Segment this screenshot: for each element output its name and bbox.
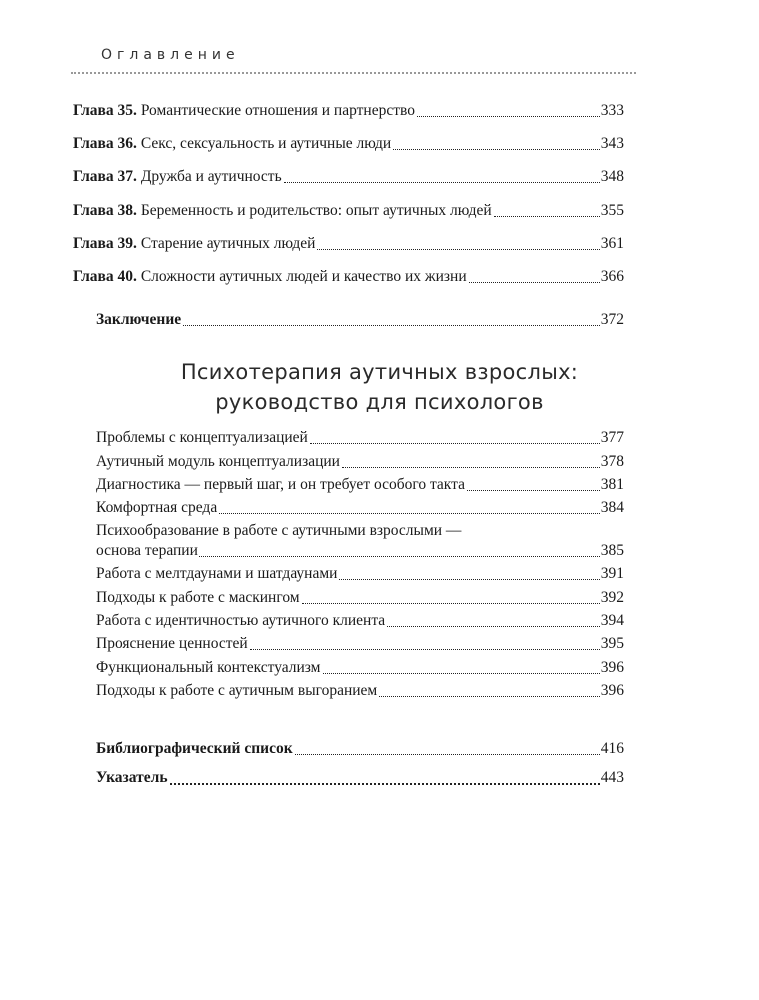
page-number: 355 [600, 202, 624, 219]
page-number: 392 [600, 589, 624, 606]
section-title: Работа с идентичностью аутичного клиента [96, 612, 386, 629]
dot-leader [302, 603, 600, 604]
dot-leader [183, 325, 600, 326]
section-title: Подходы к работе с аутичным выгоранием [96, 682, 378, 699]
part-title-line-1: Психотерапия аутичных взрослых: [180, 360, 579, 384]
chapter-title: Беременность и родительство: опыт аутичных людей [136, 202, 492, 219]
page-number: 348 [600, 168, 624, 185]
dot-leader [387, 626, 600, 627]
page-number: 384 [600, 499, 624, 516]
page-number: 377 [600, 429, 624, 446]
toc-entry-conclusion[interactable] [96, 310, 624, 330]
toc-entry-chapter-36[interactable] [73, 134, 624, 154]
header-divider [71, 72, 636, 74]
chapter-number: Глава 37. [73, 168, 137, 185]
running-title: Оглавление [101, 47, 240, 63]
chapter-number: Глава 40. [73, 268, 137, 285]
toc-entry-section[interactable] [96, 681, 624, 701]
page-number: 378 [600, 453, 624, 470]
dot-leader [310, 443, 600, 444]
toc-entry-section[interactable] [96, 588, 624, 608]
page-number: 396 [600, 659, 624, 676]
page-number: 391 [600, 565, 624, 582]
page-number: 333 [600, 102, 624, 119]
toc-entry-section[interactable] [96, 564, 624, 584]
chapter-number: Глава 39. [73, 235, 137, 252]
index-title: Указатель [96, 769, 168, 786]
dot-leader [467, 490, 600, 491]
toc-entry-chapter-39[interactable] [73, 234, 624, 254]
page-number: 395 [600, 635, 624, 652]
section-title-line-1: Психообразование в работе с аутичными взрослыми — [96, 522, 462, 539]
toc-entry-section-two-line[interactable] [96, 521, 624, 561]
toc-entry-index[interactable] [96, 768, 624, 788]
toc-entry-chapter-38[interactable] [73, 201, 624, 221]
page-number: 394 [600, 612, 624, 629]
page-number: 361 [600, 235, 624, 252]
toc-entry-section[interactable] [96, 498, 624, 518]
page-number: 385 [600, 542, 624, 559]
page-number: 396 [600, 682, 624, 699]
page-number: 366 [600, 268, 624, 285]
chapter-title: Романтические отношения и партнерство [136, 102, 415, 119]
toc-entry-chapter-37[interactable] [73, 167, 624, 187]
toc-entry-section[interactable] [96, 634, 624, 654]
chapter-number: Глава 35. [73, 102, 137, 119]
page-number: 416 [600, 740, 624, 757]
chapter-title: Секс, сексуальность и аутичные люди [136, 135, 392, 152]
chapter-number: Глава 38. [73, 202, 137, 219]
chapter-title: Старение аутичных людей [136, 235, 316, 252]
dot-leader [379, 696, 600, 697]
part-title [0, 357, 759, 417]
dot-leader [295, 754, 600, 755]
dot-leader [469, 282, 600, 283]
toc-entry-bibliography[interactable] [96, 739, 624, 759]
bibliography-title: Библиографический список [96, 740, 293, 757]
section-title: Аутичный модуль концептуализации [96, 453, 340, 470]
dot-leader [219, 513, 600, 514]
section-title: Проблемы с концептуализацией [96, 429, 308, 446]
toc-entry-section[interactable] [96, 475, 624, 495]
section-title-line-2: основа терапии [96, 542, 198, 559]
dot-leader [393, 149, 600, 150]
page-number: 381 [600, 476, 624, 493]
dot-leader [417, 116, 600, 117]
toc-entry-section[interactable] [96, 428, 624, 448]
page-number: 443 [600, 769, 624, 786]
section-title: Диагностика — первый шаг, и он требует особого такта [96, 476, 465, 493]
dot-leader [339, 579, 599, 580]
dot-leader [323, 673, 600, 674]
part-title-line-2: руководство для психологов [215, 390, 544, 414]
section-title: Комфортная среда [96, 499, 218, 516]
chapter-title: Дружба и аутичность [136, 168, 282, 185]
toc-entry-chapter-35[interactable] [73, 101, 624, 121]
section-title: Работа с мелтдаунами и шатдаунами [96, 565, 338, 582]
conclusion-title: Заключение [96, 311, 182, 328]
dot-leader [250, 649, 600, 650]
page-number: 343 [600, 135, 624, 152]
section-title: Подходы к работе с маскингом [96, 589, 300, 606]
toc-entry-section[interactable] [96, 611, 624, 631]
dot-leader [284, 182, 600, 183]
dot-leader [317, 249, 599, 250]
dot-leader [342, 467, 600, 468]
toc-entry-section[interactable] [96, 452, 624, 472]
dot-leader [170, 783, 600, 785]
page-number: 372 [600, 311, 624, 328]
chapter-number: Глава 36. [73, 135, 137, 152]
section-title: Прояснение ценностей [96, 635, 248, 652]
toc-entry-chapter-40[interactable] [73, 267, 624, 287]
dot-leader [494, 216, 600, 217]
chapter-title: Сложности аутичных людей и качество их жизни [136, 268, 467, 285]
dot-leader [199, 556, 600, 557]
toc-entry-section[interactable] [96, 658, 624, 678]
section-title: Функциональный контекстуализм [96, 659, 321, 676]
